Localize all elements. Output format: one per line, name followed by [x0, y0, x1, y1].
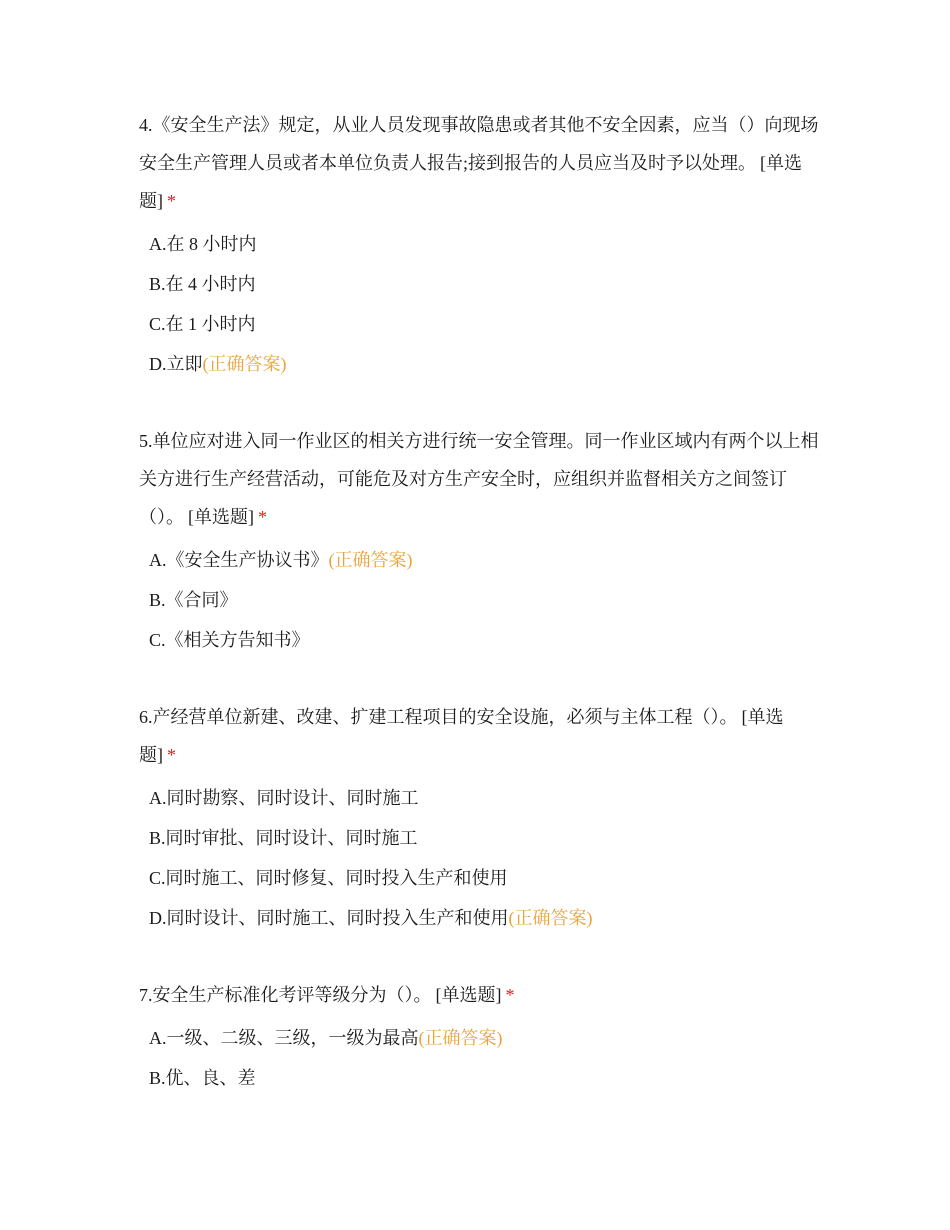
required-mark: *: [167, 745, 176, 765]
question-text: [139, 976, 819, 1014]
required-mark: *: [167, 191, 176, 211]
option-d[interactable]: [149, 344, 819, 384]
option-text: A.在 8 小时内: [149, 234, 257, 254]
option-text: B.《合同》: [149, 590, 238, 610]
question-stem: 6.产经营单位新建、改建、扩建工程项目的安全设施，必须与主体工程（）。: [139, 707, 738, 727]
option-text: C.《相关方告知书》: [149, 630, 310, 650]
required-mark: *: [505, 985, 515, 1005]
question-type: [单选题]: [139, 707, 784, 765]
question-7: [139, 976, 819, 1098]
question-stem: 7.安全生产标准化考评等级分为（）。: [139, 985, 432, 1005]
correct-answer-label: (正确答案): [328, 550, 413, 570]
option-c[interactable]: [149, 858, 819, 898]
option-c[interactable]: [149, 620, 819, 660]
option-text: B.同时审批、同时设计、同时施工: [149, 828, 418, 848]
option-list: [139, 1018, 819, 1098]
option-b[interactable]: [149, 580, 819, 620]
option-a[interactable]: [149, 224, 819, 264]
question-type: [单选题]: [139, 153, 802, 211]
option-d[interactable]: [149, 898, 819, 938]
option-text: D.同时设计、同时施工、同时投入生产和使用: [149, 908, 509, 928]
option-list: [139, 540, 819, 660]
question-stem: 5.单位应对进入同一作业区的相关方进行统一安全管理。同一作业区域内有两个以上相关方进行生产经营活动，可能危及对方生产安全时，应组织并监督相关方之间签订（）。: [139, 431, 819, 527]
question-stem: 4.《安全生产法》规定，从业人员发现事故隐患或者其他不安全因素，应当（）向现场安全生产管理人员或者本单位负责人报告;接到报告的人员应当及时予以处理。: [139, 115, 819, 173]
option-text: B.优、良、差: [149, 1068, 256, 1088]
option-text: A.一级、二级、三级，一级为最高: [149, 1028, 419, 1048]
option-c[interactable]: [149, 304, 819, 344]
correct-answer-label: (正确答案): [418, 1028, 503, 1048]
question-list: [139, 106, 819, 1098]
option-b[interactable]: [149, 264, 819, 304]
option-a[interactable]: [149, 1018, 819, 1058]
question-type: [单选题]: [188, 507, 254, 527]
option-text: A.同时勘察、同时设计、同时施工: [149, 788, 419, 808]
question-text: [139, 106, 819, 220]
option-text: C.同时施工、同时修复、同时投入生产和使用: [149, 868, 508, 888]
option-list: [139, 778, 819, 938]
option-text: A.《安全生产协议书》: [149, 550, 329, 570]
option-text: B.在 4 小时内: [149, 274, 256, 294]
question-text: [139, 422, 819, 536]
correct-answer-label: (正确答案): [508, 908, 593, 928]
correct-answer-label: (正确答案): [202, 354, 287, 374]
option-text: D.立即: [149, 354, 203, 374]
option-b[interactable]: [149, 1058, 819, 1098]
option-a[interactable]: [149, 540, 819, 580]
question-5: [139, 422, 819, 660]
required-mark: *: [258, 507, 267, 527]
option-text: C.在 1 小时内: [149, 314, 256, 334]
question-4: [139, 106, 819, 384]
option-a[interactable]: [149, 778, 819, 818]
option-b[interactable]: [149, 818, 819, 858]
option-list: [139, 224, 819, 384]
question-type: [单选题]: [435, 985, 502, 1005]
question-text: [139, 698, 819, 774]
question-6: [139, 698, 819, 938]
